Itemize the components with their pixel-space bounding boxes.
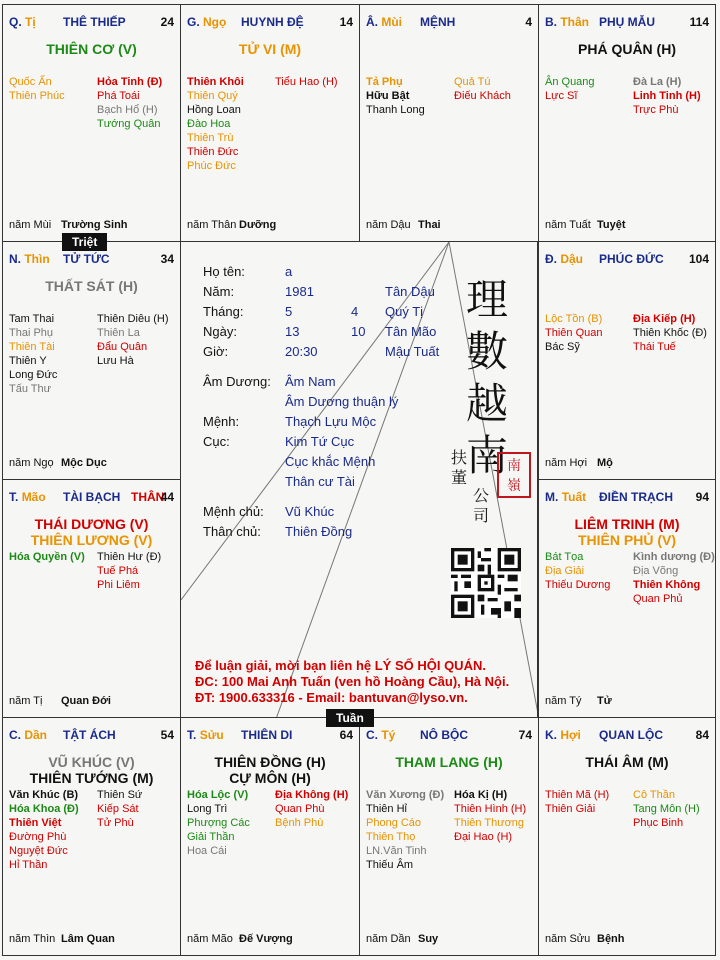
palace-footer (9, 457, 174, 471)
ngay-label: Ngày: (203, 324, 237, 339)
palace-dai-han-number: 84 (695, 728, 709, 742)
minor-star: Lực Sĩ (545, 90, 578, 102)
main-star: TỬ VI (M) (238, 41, 302, 57)
palace-chi: Dậu (560, 252, 584, 266)
main-stars (3, 278, 180, 294)
palace-chi: Mão (21, 490, 46, 504)
palace-position (545, 15, 589, 29)
palace-ngo[interactable] (180, 4, 360, 242)
minor-star: Văn Xương (Đ) (366, 789, 445, 801)
minor-star: Thái Tuế (633, 341, 676, 353)
palace-cung-letter: C. (366, 728, 378, 742)
truong-sinh-stage: Thai (418, 219, 441, 231)
minor-star: Hoa Cái (187, 845, 227, 857)
palace-chi: Tý (381, 728, 396, 742)
palace-dai-han-number: 44 (160, 490, 174, 504)
minor-star: Đẩu Quân (97, 341, 148, 353)
minor-star: Cô Thần (633, 789, 675, 801)
cuc-value: Kim Tứ Cục (285, 434, 355, 449)
palace-position (545, 728, 581, 742)
minor-star: Hữu Bật (366, 90, 410, 102)
main-star: THIÊN CƠ (V) (46, 41, 137, 57)
truong-sinh-stage: Mộc Dục (61, 457, 107, 469)
right-minor-stars (633, 788, 700, 830)
minor-star: Quan Phủ (633, 593, 683, 605)
palace-name: ĐIỀN TRẠCH (599, 490, 673, 504)
minor-star: Phục Binh (633, 817, 684, 829)
minor-star: Kình dương (Đ) (633, 551, 715, 563)
main-stars (181, 41, 359, 57)
ho-ten-value: a (285, 264, 293, 279)
main-star: THÁI DƯƠNG (V) (34, 516, 149, 532)
palace-footer (366, 219, 532, 233)
palace-dan[interactable] (2, 717, 181, 956)
right-minor-stars (97, 312, 169, 368)
right-minor-stars (633, 550, 715, 606)
palace-year: năm Sửu (545, 933, 591, 945)
left-minor-stars (545, 550, 610, 592)
minor-star: Long Đức (9, 369, 58, 381)
minor-star: Thai Phụ (9, 327, 54, 339)
minor-star: Phong Cáo (366, 817, 422, 829)
truong-sinh-stage: Mộ (597, 457, 613, 469)
palace-header (187, 15, 353, 31)
minor-star: Thiên La (97, 327, 140, 339)
palace-year: năm Dậu (366, 219, 411, 231)
palace-chi: Thân (560, 15, 590, 29)
palace-cung-letter: C. (9, 728, 21, 742)
palace-name: HUYNH ĐỆ (241, 15, 304, 29)
palace-name: MỆNH (420, 15, 456, 29)
main-stars (360, 754, 538, 770)
minor-star: Thiên Y (9, 355, 47, 367)
minor-star: Hóa Khoa (Đ) (9, 803, 79, 815)
brand-calligraphy (463, 274, 511, 482)
minor-star: Tướng Quân (97, 118, 161, 130)
palace-cung-letter: T. (187, 728, 197, 742)
palace-cung-letter: Â. (366, 15, 378, 29)
left-minor-stars (9, 312, 57, 396)
palace-header (366, 15, 532, 31)
palace-header (545, 490, 709, 506)
palace-year: năm Ngọ (9, 457, 54, 469)
palace-cung-letter: M. (545, 490, 559, 504)
right-minor-stars (275, 788, 348, 830)
truong-sinh-stage: Dưỡng (239, 219, 277, 231)
cuc-note-1: Cục khắc Mệnh (285, 454, 376, 469)
palace-name: TẬT ÁCH (63, 728, 116, 742)
minor-star: Quan Phù (275, 803, 325, 815)
palace-chi: Ngọ (203, 15, 227, 29)
palace-position (366, 15, 402, 29)
minor-star: Thiên Không (633, 579, 701, 591)
minor-star: Thiên Thọ (366, 831, 416, 843)
minor-star: Thiên Diêu (H) (97, 313, 169, 325)
minor-star: Thiên Đức (187, 146, 239, 158)
minor-star: Thiên Phúc (9, 90, 65, 102)
brand-char: 越 (465, 379, 508, 428)
palace-name: TỬ TỨC (63, 252, 110, 266)
palace-name: QUAN LỘC (599, 728, 663, 742)
palace-ty[interactable] (359, 717, 539, 956)
minor-star: Tả Phụ (366, 76, 403, 88)
minor-star: Thiên Tài (9, 341, 55, 353)
left-minor-stars (9, 75, 65, 103)
am-duong-note: Âm Dương thuận lý (285, 394, 399, 409)
contact-line-1: Để luận giải, mời bạn liên hệ LÝ SỐ HỘI QUÁN. (195, 658, 486, 673)
palace-chi: Mùi (381, 15, 403, 29)
palace-chi: Sửu (199, 728, 224, 742)
minor-star: Hỉ Thần (9, 859, 48, 871)
am-duong-label: Âm Dương: (203, 374, 271, 389)
right-minor-stars (97, 550, 161, 592)
minor-star: Thiếu Âm (366, 859, 414, 871)
minor-star: Quả Tú (454, 76, 491, 88)
minor-star: Thanh Long (366, 104, 425, 116)
palace-hoi[interactable] (538, 717, 716, 956)
palace-thin[interactable] (2, 241, 181, 480)
ngay-am: 10 (351, 324, 366, 339)
left-minor-stars (366, 75, 425, 117)
left-minor-stars (9, 788, 79, 872)
palace-ti[interactable] (2, 4, 181, 242)
minor-star: Bệnh Phù (275, 817, 324, 829)
thang-can-chi: Quý Tị (385, 304, 424, 319)
minor-star: Thiên Quan (545, 327, 603, 339)
minor-star: Trực Phù (633, 104, 679, 116)
minor-star: Giải Thần (187, 831, 235, 843)
truong-sinh-stage: Tuyệt (597, 219, 626, 231)
minor-star: Tam Thai (9, 313, 55, 325)
palace-footer (9, 219, 174, 233)
right-minor-stars (633, 312, 707, 354)
minor-star: Thiên Khôi (187, 76, 244, 88)
qr-code-icon[interactable] (451, 548, 521, 618)
main-star: CỰ MÔN (H) (229, 770, 311, 786)
main-stars (539, 754, 715, 770)
minor-star: Đại Hao (H) (454, 831, 513, 843)
palace-cung-letter: B. (545, 15, 557, 29)
palace-chi: Thìn (24, 252, 50, 266)
minor-star: Thiên Mã (H) (545, 789, 610, 801)
palace-year: năm Thìn (9, 933, 56, 945)
menh-chu-label: Mệnh chủ: (203, 504, 264, 519)
palace-than[interactable] (538, 4, 716, 242)
minor-star: Nguyệt Đức (9, 845, 68, 857)
minor-star: Linh Tinh (H) (633, 90, 701, 102)
main-star: VŨ KHÚC (V) (48, 754, 135, 770)
palace-suu[interactable] (180, 717, 360, 956)
main-stars (181, 754, 359, 786)
palace-dai-han-number: 94 (695, 490, 709, 504)
palace-footer (545, 695, 709, 709)
minor-star: Thiên Khốc (Đ) (633, 327, 707, 339)
truong-sinh-stage: Quan Đới (61, 695, 111, 707)
center-info-panel (180, 241, 538, 718)
palace-cung-letter: G. (187, 15, 200, 29)
minor-star: Thiên Giải (545, 803, 596, 815)
palace-footer (545, 457, 709, 471)
palace-header (366, 728, 532, 744)
minor-star: Thiên Quý (187, 90, 238, 102)
tuan-badge: Tuần (326, 709, 374, 727)
ho-ten-label: Họ tên: (203, 264, 245, 279)
minor-star: Phúc Đức (187, 160, 236, 172)
palace-header (545, 252, 709, 268)
palace-chi: Hợi (560, 728, 581, 742)
palace-header (545, 728, 709, 744)
minor-star: Tấu Thư (9, 383, 52, 395)
am-duong-value: Âm Nam (285, 374, 336, 389)
palace-dai-han-number: 64 (339, 728, 353, 742)
main-star: THIÊN LƯƠNG (V) (30, 532, 153, 548)
palace-name: PHÚC ĐỨC (599, 252, 664, 266)
brand-subtext-col2: 公 司 (472, 486, 489, 525)
palace-position (9, 490, 46, 504)
main-star: THIÊN ĐỒNG (H) (214, 754, 326, 770)
minor-star: Đường Phù (9, 831, 67, 843)
minor-star: Địa Không (H) (275, 789, 349, 801)
palace-dai-han-number: 24 (160, 15, 174, 29)
minor-star: Lộc Tồn (B) (545, 313, 603, 325)
left-minor-stars (366, 788, 444, 872)
contact-phone-email[interactable]: ĐT: 1900.633316 - Email: bantuvan@lyso.vn. (195, 690, 468, 705)
right-minor-stars (97, 788, 142, 830)
palace-position (187, 15, 226, 29)
gio-value: 20:30 (285, 344, 318, 359)
palace-name: THÊ THIẾP (63, 15, 126, 29)
palace-name: NÔ BỘC (420, 728, 468, 742)
left-minor-stars (9, 550, 85, 564)
palace-position (366, 728, 395, 742)
minor-star: Tiểu Hao (H) (275, 76, 338, 88)
palace-year: năm Mùi (9, 219, 52, 231)
brand-char: 數 (465, 327, 508, 376)
minor-star: Thiên Trù (187, 132, 234, 144)
palace-dai-han-number: 34 (160, 252, 174, 266)
minor-star: Bác Sỹ (545, 341, 580, 353)
palace-year: năm Dần (366, 933, 411, 945)
than-chu-value: Thiên Đồng (285, 524, 353, 539)
palace-footer (545, 219, 709, 233)
main-stars (3, 516, 180, 548)
minor-star: Hóa Quyền (V) (9, 551, 85, 563)
palace-year: năm Hợi (545, 457, 588, 469)
main-star: LIÊM TRINH (M) (574, 516, 680, 532)
truong-sinh-stage: Đế Vượng (239, 933, 293, 945)
palace-year: năm Mão (187, 933, 233, 945)
brand-char: 南 (465, 431, 508, 480)
palace-dai-han-number: 114 (689, 15, 709, 29)
palace-header (9, 728, 174, 744)
palace-dai-han-number: 14 (339, 15, 353, 29)
minor-star: Thiên Thương (454, 817, 525, 829)
main-star: THẤT SÁT (H) (45, 278, 138, 294)
main-stars (3, 41, 180, 57)
truong-sinh-stage: Tử (597, 695, 612, 707)
minor-star: Thiếu Dương (545, 579, 611, 591)
menh-label: Mệnh: (203, 414, 240, 429)
palace-cung-letter: Đ. (545, 252, 557, 266)
palace-position (9, 15, 36, 29)
palace-dai-han-number: 104 (688, 252, 709, 266)
main-star: THIÊN TƯỚNG (M) (29, 770, 154, 786)
thang-value: 5 (285, 304, 293, 319)
palace-cung-letter: Q. (9, 15, 22, 29)
right-minor-stars (454, 788, 526, 844)
palace-header (9, 15, 174, 31)
nam-can-chi: Tân Dậu (385, 284, 435, 299)
minor-star: Văn Khúc (B) (9, 789, 79, 801)
minor-star: Đào Hoa (187, 118, 231, 130)
minor-star: Thiên Sứ (97, 789, 143, 801)
palace-dai-han-number: 4 (525, 15, 532, 29)
main-star: THÁI ÂM (M) (585, 754, 669, 770)
main-star: THAM LANG (H) (395, 754, 503, 770)
menh-value: Thạch Lựu Mộc (285, 414, 377, 429)
minor-star: Hỏa Tinh (Đ) (97, 76, 163, 88)
palace-than-tag: THÂN (131, 490, 165, 504)
triet-badge: Triệt (62, 233, 107, 251)
right-minor-stars (454, 75, 511, 103)
minor-star: Hóa Lộc (V) (187, 789, 249, 801)
palace-year: năm Tý (545, 695, 582, 707)
palace-mui[interactable] (359, 4, 539, 242)
palace-position (9, 728, 47, 742)
palace-year: năm Tuất (545, 219, 591, 231)
than-chu-label: Thân chủ: (203, 524, 261, 539)
palace-footer (545, 933, 709, 947)
palace-header (187, 728, 353, 744)
right-minor-stars (633, 75, 701, 117)
palace-year: năm Thân (187, 219, 237, 231)
minor-star: Tang Môn (H) (633, 803, 700, 815)
palace-tuat[interactable] (538, 479, 716, 718)
minor-star: Lưu Hà (97, 355, 134, 367)
thang-am: 4 (351, 304, 359, 319)
palace-header (9, 252, 174, 268)
main-stars (3, 754, 180, 786)
brand-char: 理 (465, 275, 508, 324)
minor-star: Địa Giải (545, 565, 585, 577)
palace-header (545, 15, 709, 31)
minor-star: Thiên Hư (Đ) (97, 551, 162, 563)
main-star: PHÁ QUÂN (H) (578, 41, 676, 57)
red-seal-stamp: 南 嶺 (497, 452, 531, 498)
palace-year: năm Tị (9, 695, 43, 707)
minor-star: Địa Kiếp (H) (633, 313, 696, 325)
truong-sinh-stage: Suy (418, 933, 439, 945)
palace-position (9, 252, 50, 266)
palace-cung-letter: K. (545, 728, 557, 742)
ngay-can-chi: Tân Mão (385, 324, 437, 339)
palace-name: PHỤ MẪU (599, 15, 655, 29)
main-stars (539, 41, 715, 57)
minor-star: Thiên Việt (9, 817, 62, 829)
thang-label: Tháng: (203, 304, 244, 319)
palace-header (9, 490, 174, 506)
brand-subtext-col1: 扶 董 (450, 448, 467, 487)
palace-cung-letter: T. (9, 490, 19, 504)
left-minor-stars (187, 788, 250, 858)
menh-chu-value: Vũ Khúc (285, 504, 335, 519)
minor-star: Phi Liêm (97, 579, 140, 591)
minor-star: Quốc Ấn (9, 76, 52, 88)
cuc-label: Cục: (203, 434, 230, 449)
minor-star: Tử Phù (97, 817, 134, 829)
minor-star: Thiên Hình (H) (454, 803, 527, 815)
palace-chi: Dần (24, 728, 48, 742)
minor-star: Hóa Kị (H) (454, 789, 508, 801)
cuc-note-2: Thân cư Tài (285, 474, 355, 489)
right-minor-stars (275, 75, 338, 89)
minor-star: Long Trì (187, 803, 228, 815)
palace-name: THIÊN DI (241, 728, 293, 742)
nam-value: 1981 (285, 284, 314, 299)
left-minor-stars (187, 75, 244, 173)
truong-sinh-stage: Bệnh (597, 933, 625, 945)
minor-star: Địa Võng (633, 565, 679, 577)
nam-label: Năm: (203, 284, 235, 299)
minor-star: Điếu Khách (454, 90, 511, 102)
palace-position (545, 252, 583, 266)
gio-can-chi: Mậu Tuất (385, 344, 440, 359)
left-minor-stars (545, 75, 595, 103)
main-star: THIÊN PHỦ (V) (578, 532, 676, 548)
minor-star: Phượng Các (187, 817, 250, 829)
minor-star: Ân Quang (545, 76, 595, 88)
palace-dai-han-number: 74 (518, 728, 532, 742)
palace-dau[interactable] (538, 241, 716, 480)
contact-address: ĐC: 100 Mai Anh Tuấn (ven hồ Hoàng Cầu), Hà Nội. (195, 674, 510, 689)
palace-cung-letter: N. (9, 252, 21, 266)
palace-footer (366, 933, 532, 947)
truong-sinh-stage: Lâm Quan (61, 933, 115, 945)
minor-star: Thiên Hỉ (366, 803, 407, 815)
minor-star: Kiếp Sát (97, 803, 139, 815)
main-stars (539, 516, 715, 548)
minor-star: Phá Toái (97, 90, 140, 102)
palace-chi: Tị (25, 15, 36, 29)
palace-footer (187, 933, 353, 947)
palace-footer (9, 933, 174, 947)
minor-star: Bạch Hổ (H) (97, 104, 158, 116)
palace-name: TÀI BẠCH (63, 490, 121, 504)
truong-sinh-stage: Trường Sinh (61, 219, 128, 231)
left-minor-stars (545, 312, 602, 354)
palace-chi: Tuất (561, 490, 587, 504)
palace-position (545, 490, 586, 504)
minor-star: Đà La (H) (633, 76, 682, 88)
minor-star: Hồng Loan (187, 104, 241, 116)
ngay-value: 13 (285, 324, 300, 339)
left-minor-stars (545, 788, 609, 816)
palace-dai-han-number: 54 (160, 728, 174, 742)
minor-star: Tuế Phá (97, 565, 139, 577)
palace-footer (187, 219, 353, 233)
minor-star: LN.Văn Tinh (366, 845, 427, 857)
gio-label: Giờ: (203, 344, 229, 359)
right-minor-stars (97, 75, 162, 131)
palace-footer (9, 695, 174, 709)
palace-position (187, 728, 224, 742)
minor-star: Bát Tọa (545, 551, 584, 563)
palace-mao[interactable] (2, 479, 181, 718)
